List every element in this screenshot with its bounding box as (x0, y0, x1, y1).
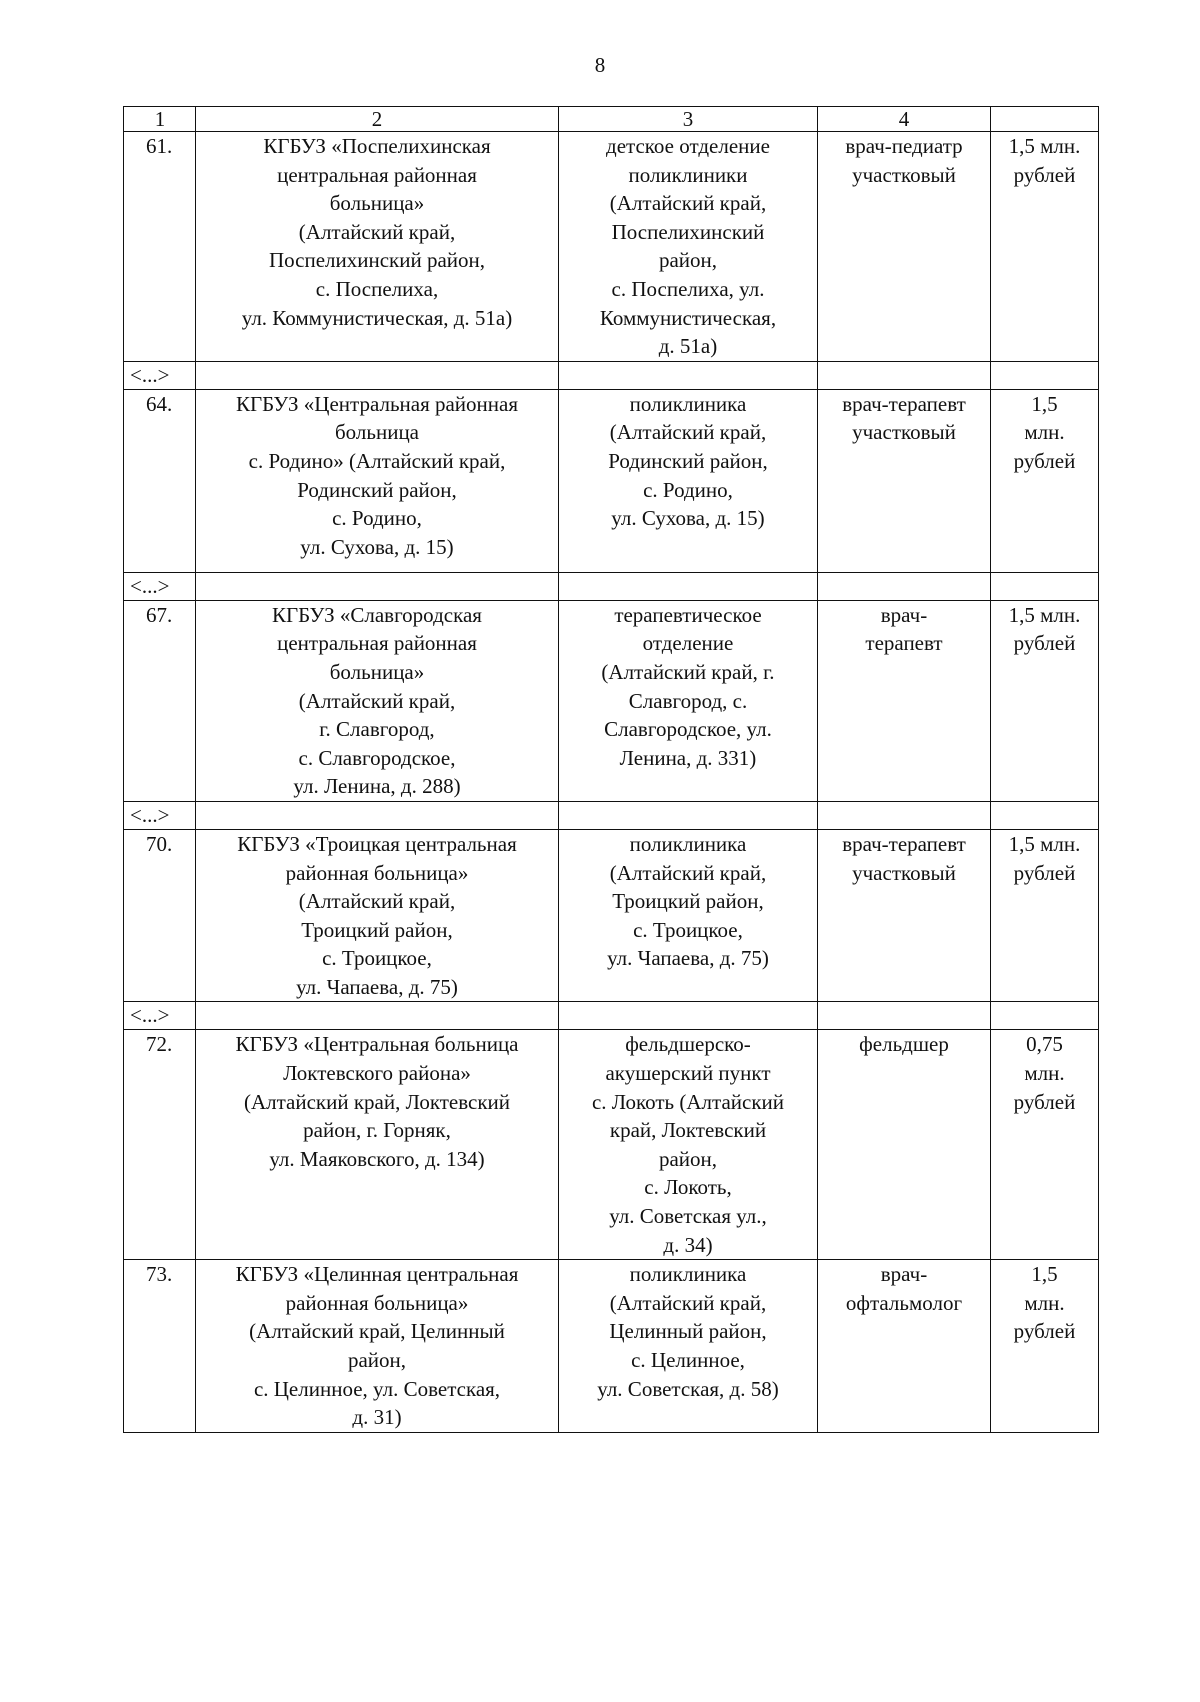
row-number-label: 64. (146, 391, 173, 416)
table-row (124, 389, 1099, 572)
empty-cell (559, 1002, 818, 1030)
header-row (124, 107, 1099, 132)
amount-cell: 1,5 млн. рублей (991, 389, 1099, 572)
empty-cell (818, 801, 991, 829)
ellipsis-row (124, 361, 1099, 389)
position-cell: врач-терапевт участковый (818, 829, 991, 1002)
row-number (124, 1260, 196, 1433)
ellipsis-row (124, 1002, 1099, 1030)
row-number (124, 1030, 196, 1260)
unit-cell: поликлиника (Алтайский край, Родинский район, с. Родино, ул. Сухова, д. 15) (559, 389, 818, 572)
institution-cell: КГБУЗ «Целинная центральная районная больница» (Алтайский край, Целинный район, с. Целинное, ул. Советская, д. 31) (196, 1260, 559, 1433)
row-number-label: 72. (146, 1032, 173, 1057)
table-row (124, 1260, 1099, 1433)
table-row (124, 1030, 1099, 1260)
ellipsis-marker: <...> (124, 1002, 196, 1030)
position-cell: фельдшер (818, 1030, 991, 1260)
institution-cell: КГБУЗ «Славгородская центральная районная больница» (Алтайский край, г. Славгород, с. Славгородское, ул. Ленина, д. 288) (196, 600, 559, 801)
unit-cell: терапевтическое отделение (Алтайский край, г. Славгород, с. Славгородское, ул. Ленина, д. 331) (559, 600, 818, 801)
empty-cell (818, 572, 991, 600)
unit-cell: поликлиника (Алтайский край, Целинный район, с. Целинное, ул. Советская, д. 58) (559, 1260, 818, 1433)
institution-cell: КГБУЗ «Троицкая центральная районная больница» (Алтайский край, Троицкий район, с. Троицкое, ул. Чапаева, д. 75) (196, 829, 559, 1002)
header-cell-2: 2 (196, 107, 559, 132)
ellipsis-row (124, 572, 1099, 600)
header-cell-4: 4 (818, 107, 991, 132)
unit-cell: детское отделение поликлиники (Алтайский край, Поспелихинский район, с. Поспелиха, ул. Коммунистическая, д. 51а) (559, 132, 818, 362)
ellipsis-marker: <...> (124, 572, 196, 600)
amount-cell: 1,5 млн. рублей (991, 600, 1099, 801)
ellipsis-marker: <...> (124, 801, 196, 829)
empty-cell (991, 801, 1099, 829)
table-row (124, 829, 1099, 1002)
institution-cell: КГБУЗ «Центральная больница Локтевского района» (Алтайский край, Локтевский район, г. Горняк, ул. Маяковского, д. 134) (196, 1030, 559, 1260)
allocation-table (123, 106, 1099, 1433)
position-cell: врач- офтальмолог (818, 1260, 991, 1433)
empty-cell (196, 361, 559, 389)
row-number-label: 73. (146, 1262, 173, 1287)
institution-cell: КГБУЗ «Центральная районная больница с. Родино» (Алтайский край, Родинский район, с. Родино, ул. Сухова, д. 15) (196, 389, 559, 572)
empty-cell (991, 361, 1099, 389)
position-cell: врач- терапевт (818, 600, 991, 801)
page-number: 8 (594, 53, 606, 77)
empty-cell (559, 361, 818, 389)
position-cell: врач-педиатр участковый (818, 132, 991, 362)
unit-cell: фельдшерско- акушерский пункт с. Локоть (Алтайский край, Локтевский район, с. Локоть, ул. Советская ул., д. 34) (559, 1030, 818, 1260)
row-number (124, 829, 196, 1002)
ellipsis-marker: <...> (124, 361, 196, 389)
row-number-label: 70. (146, 831, 173, 856)
empty-cell (991, 1002, 1099, 1030)
table-row (124, 600, 1099, 801)
empty-cell (818, 361, 991, 389)
row-number-label: 61. (146, 134, 173, 158)
row-number (124, 132, 196, 362)
empty-cell (196, 572, 559, 600)
row-number (124, 389, 196, 572)
header-cell-1: 1 (124, 107, 196, 132)
amount-cell: 1,5 млн. рублей (991, 1260, 1099, 1433)
amount-cell: 1,5 млн. рублей (991, 132, 1099, 362)
empty-cell (991, 572, 1099, 600)
unit-cell: поликлиника (Алтайский край, Троицкий район, с. Троицкое, ул. Чапаева, д. 75) (559, 829, 818, 1002)
row-number (124, 600, 196, 801)
empty-cell (818, 1002, 991, 1030)
position-cell: врач-терапевт участковый (818, 389, 991, 572)
empty-cell (196, 1002, 559, 1030)
empty-cell (559, 801, 818, 829)
row-number-label: 67. (146, 602, 173, 627)
amount-cell: 1,5 млн. рублей (991, 829, 1099, 1002)
empty-cell (559, 572, 818, 600)
header-cell-3: 3 (559, 107, 818, 132)
ellipsis-row (124, 801, 1099, 829)
empty-cell (196, 801, 559, 829)
institution-cell: КГБУЗ «Поспелихинская центральная районная больница» (Алтайский край, Поспелихинский район, с. Поспелиха, ул. Коммунистическая, д. 51а) (196, 132, 559, 362)
table-body (124, 107, 1099, 1433)
table-row (124, 132, 1099, 362)
amount-cell: 0,75 млн. рублей (991, 1030, 1099, 1260)
header-cell-5 (991, 107, 1099, 132)
